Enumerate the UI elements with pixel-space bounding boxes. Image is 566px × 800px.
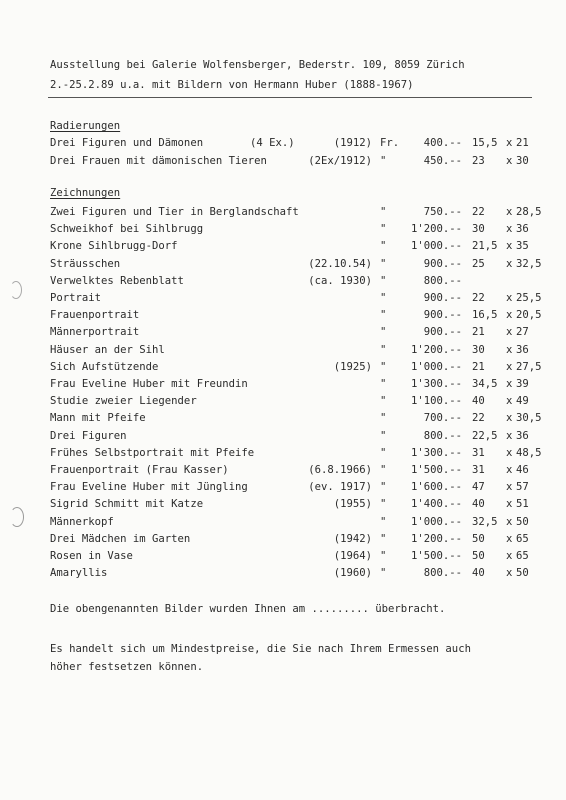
header-line-1: Ausstellung bei Galerie Wolfensberger, Bederstr. 109, 8059 Zürich — [50, 59, 465, 71]
artwork-width: 31 — [472, 464, 485, 476]
artwork-row — [0, 445, 566, 461]
artwork-price: 1'300.-- — [410, 446, 462, 459]
artwork-width: 22 — [472, 412, 485, 425]
artwork-title: Studie zweier Liegender — [50, 395, 197, 408]
artwork-price: 1'000.-- — [410, 515, 462, 528]
artwork-row — [0, 238, 566, 254]
artwork-height: 39 — [516, 378, 529, 390]
artwork-title: Rosen in Vase — [50, 550, 133, 562]
artwork-width: 21,5 — [472, 240, 498, 253]
artwork-row — [0, 393, 566, 409]
currency-ditto: " — [380, 240, 387, 253]
artwork-row — [0, 514, 566, 530]
artwork-title: Drei Figuren und Dämonen — [50, 137, 204, 149]
artwork-width: 22 — [472, 206, 485, 218]
currency-ditto: " — [380, 360, 387, 373]
artwork-height: 32,5 — [516, 257, 542, 270]
artwork-height: 21 — [516, 137, 529, 149]
artwork-title: Amaryllis — [50, 567, 108, 580]
dimension-separator: x — [506, 326, 513, 339]
artwork-row — [0, 428, 566, 444]
artwork-width: 30 — [472, 343, 485, 356]
artwork-width: 32,5 — [472, 515, 498, 528]
artwork-price: 800.-- — [423, 274, 462, 287]
currency-ditto: " — [380, 412, 387, 425]
artwork-title: Krone Sihlbrugg-Dorf — [50, 240, 178, 253]
artwork-height: 27,5 — [516, 360, 542, 373]
artwork-price: 900.-- — [423, 326, 462, 339]
artwork-height: 36 — [516, 223, 529, 236]
artwork-row — [0, 204, 566, 220]
artwork-price: 900.-- — [423, 292, 462, 304]
artwork-width: 40 — [472, 498, 485, 511]
artwork-width: 16,5 — [472, 309, 498, 322]
artwork-title: Sigrid Schmitt mit Katze — [50, 498, 204, 511]
currency-ditto: Fr. — [380, 137, 400, 149]
artwork-row — [0, 548, 566, 564]
artwork-price: 1'500.-- — [410, 550, 462, 562]
footer-line-3: höher festsetzen können. — [50, 661, 204, 673]
artwork-title: Frauenportrait (Frau Kasser) — [50, 464, 229, 476]
currency-ditto: " — [380, 446, 387, 459]
artwork-year: (22.10.54) — [308, 257, 372, 270]
currency-ditto: " — [380, 464, 387, 476]
artwork-price: 400.-- — [423, 137, 462, 149]
artwork-row — [0, 359, 566, 375]
artwork-price: 1'000.-- — [410, 240, 462, 253]
artwork-year: (ca. 1930) — [308, 274, 372, 287]
artwork-width: 25 — [472, 257, 485, 270]
dimension-separator: x — [506, 412, 513, 425]
currency-ditto: " — [380, 550, 387, 562]
dimension-separator: x — [506, 498, 513, 511]
artwork-title: Frauenportrait — [50, 309, 140, 322]
artwork-price: 1'400.-- — [410, 498, 462, 511]
artwork-height: 35 — [516, 240, 529, 253]
artwork-title: Sich Aufstützende — [50, 360, 159, 373]
artwork-row — [0, 221, 566, 237]
artwork-height: 57 — [516, 481, 529, 494]
artwork-price: 1'000.-- — [410, 360, 462, 373]
artwork-title: Frau Eveline Huber mit Freundin — [50, 378, 248, 390]
dimension-separator: x — [506, 137, 513, 149]
artwork-title: Frau Eveline Huber mit Jüngling — [50, 481, 248, 494]
currency-ditto: " — [380, 309, 387, 322]
artwork-title: Drei Figuren — [50, 429, 127, 442]
artwork-year: (1912) — [333, 137, 372, 149]
artwork-row — [0, 135, 566, 151]
artwork-price: 800.-- — [423, 429, 462, 442]
artwork-title: Zwei Figuren und Tier in Berglandschaft — [50, 206, 299, 218]
artwork-height: 48,5 — [516, 446, 542, 459]
artwork-width: 30 — [472, 223, 485, 236]
dimension-separator: x — [506, 206, 513, 218]
artwork-title: Schweikhof bei Sihlbrugg — [50, 223, 204, 236]
artwork-width: 15,5 — [472, 137, 498, 149]
artwork-width: 50 — [472, 550, 485, 562]
artwork-price: 1'600.-- — [410, 481, 462, 494]
dimension-separator: x — [506, 343, 513, 356]
artwork-width: 22 — [472, 292, 485, 304]
section-title-zeichnungen: Zeichnungen — [50, 187, 121, 199]
artwork-title: Drei Mädchen im Garten — [50, 532, 191, 545]
artwork-year: (1925) — [333, 360, 372, 373]
artwork-height: 25,5 — [516, 292, 542, 304]
artwork-price: 700.-- — [423, 412, 462, 425]
artwork-price: 450.-- — [423, 155, 462, 167]
footer-line-1: Die obengenannten Bilder wurden Ihnen am ......... überbracht. — [50, 603, 446, 615]
dimension-separator: x — [506, 360, 513, 373]
artwork-height: 46 — [516, 464, 529, 476]
artwork-title: Männerkopf — [50, 515, 114, 528]
section-title-radierungen: Radierungen — [50, 120, 121, 132]
artwork-width: 31 — [472, 446, 485, 459]
artwork-title: Verwelktes Rebenblatt — [50, 274, 184, 287]
artwork-title: Männerportrait — [50, 326, 140, 339]
artwork-price: 1'200.-- — [410, 223, 462, 236]
artwork-row — [0, 410, 566, 426]
dimension-separator: x — [506, 309, 513, 322]
dimension-separator: x — [506, 378, 513, 390]
artwork-year: (1955) — [333, 498, 372, 511]
artwork-title: Mann mit Pfeife — [50, 412, 146, 425]
artwork-height: 30,5 — [516, 412, 542, 425]
artwork-title: Sträusschen — [50, 257, 121, 270]
currency-ditto: " — [380, 223, 387, 236]
artwork-year: (6.8.1966) — [308, 464, 372, 476]
currency-ditto: " — [380, 257, 387, 270]
artwork-row — [0, 307, 566, 323]
header-divider — [48, 97, 532, 98]
artwork-width: 50 — [472, 532, 485, 545]
artwork-width: 40 — [472, 567, 485, 580]
currency-ditto: " — [380, 429, 387, 442]
artwork-height: 49 — [516, 395, 529, 408]
artwork-width: 21 — [472, 360, 485, 373]
artwork-row — [0, 256, 566, 272]
artwork-title: Häuser an der Sihl — [50, 343, 165, 356]
artwork-width: 22,5 — [472, 429, 498, 442]
artwork-row — [0, 290, 566, 306]
artwork-width: 40 — [472, 395, 485, 408]
footer-line-2: Es handelt sich um Mindestpreise, die Sie nach Ihrem Ermessen auch — [50, 643, 471, 655]
dimension-separator: x — [506, 515, 513, 528]
currency-ditto: " — [380, 155, 387, 167]
artwork-title: Drei Frauen mit dämonischen Tieren — [50, 155, 267, 167]
currency-ditto: " — [380, 378, 387, 390]
artwork-row — [0, 376, 566, 392]
artwork-height: 30 — [516, 155, 529, 167]
dimension-separator: x — [506, 532, 513, 545]
artwork-row — [0, 342, 566, 358]
dimension-separator: x — [506, 464, 513, 476]
artwork-title: Frühes Selbstportrait mit Pfeife — [50, 446, 255, 459]
currency-ditto: " — [380, 515, 387, 528]
dimension-separator: x — [506, 429, 513, 442]
currency-ditto: " — [380, 567, 387, 580]
artwork-width: 47 — [472, 481, 485, 494]
artwork-row — [0, 531, 566, 547]
artwork-width: 23 — [472, 155, 485, 167]
currency-ditto: " — [380, 206, 387, 218]
dimension-separator: x — [506, 257, 513, 270]
artwork-height: 36 — [516, 343, 529, 356]
artwork-price: 1'100.-- — [410, 395, 462, 408]
artwork-price: 800.-- — [423, 567, 462, 580]
artwork-width: 34,5 — [472, 378, 498, 390]
artwork-height: 20,5 — [516, 309, 542, 322]
artwork-height: 65 — [516, 550, 529, 562]
currency-ditto: " — [380, 532, 387, 545]
dimension-separator: x — [506, 155, 513, 167]
dimension-separator: x — [506, 481, 513, 494]
currency-ditto: " — [380, 326, 387, 339]
artwork-height: 28,5 — [516, 206, 542, 218]
artwork-price: 900.-- — [423, 257, 462, 270]
punch-hole-mark — [10, 281, 22, 299]
artwork-width: 21 — [472, 326, 485, 339]
artwork-row — [0, 565, 566, 581]
artwork-year: (1964) — [333, 550, 372, 562]
artwork-price: 1'200.-- — [410, 343, 462, 356]
artwork-price: 1'300.-- — [410, 378, 462, 390]
currency-ditto: " — [380, 498, 387, 511]
artwork-row — [0, 273, 566, 289]
artwork-height: 50 — [516, 567, 529, 580]
artwork-height: 65 — [516, 532, 529, 545]
currency-ditto: " — [380, 395, 387, 408]
artwork-year: (2Ex/1912) — [308, 155, 372, 167]
currency-ditto: " — [380, 481, 387, 494]
dimension-separator: x — [506, 292, 513, 304]
dimension-separator: x — [506, 240, 513, 253]
punch-hole-mark — [10, 507, 24, 527]
artwork-height: 51 — [516, 498, 529, 511]
artwork-row — [0, 479, 566, 495]
header-line-2: 2.-25.2.89 u.a. mit Bildern von Hermann Huber (1888-1967) — [50, 79, 414, 91]
artwork-year: (ev. 1917) — [308, 481, 372, 494]
artwork-row — [0, 324, 566, 340]
artwork-height: 27 — [516, 326, 529, 339]
artwork-year: (1960) — [333, 567, 372, 580]
artwork-price: 1'500.-- — [410, 464, 462, 476]
artwork-year: (1942) — [333, 532, 372, 545]
artwork-price: 900.-- — [423, 309, 462, 322]
artwork-height: 50 — [516, 515, 529, 528]
currency-ditto: " — [380, 274, 387, 287]
dimension-separator: x — [506, 223, 513, 236]
artwork-row — [0, 153, 566, 169]
artwork-height: 36 — [516, 429, 529, 442]
artwork-price: 1'200.-- — [410, 532, 462, 545]
dimension-separator: x — [506, 446, 513, 459]
currency-ditto: " — [380, 292, 387, 304]
dimension-separator: x — [506, 395, 513, 408]
artwork-row — [0, 462, 566, 478]
currency-ditto: " — [380, 343, 387, 356]
edition-count: (4 Ex.) — [250, 137, 295, 149]
dimension-separator: x — [506, 567, 513, 580]
dimension-separator: x — [506, 550, 513, 562]
artwork-title: Portrait — [50, 292, 102, 304]
artwork-price: 750.-- — [423, 206, 462, 218]
artwork-row — [0, 496, 566, 512]
